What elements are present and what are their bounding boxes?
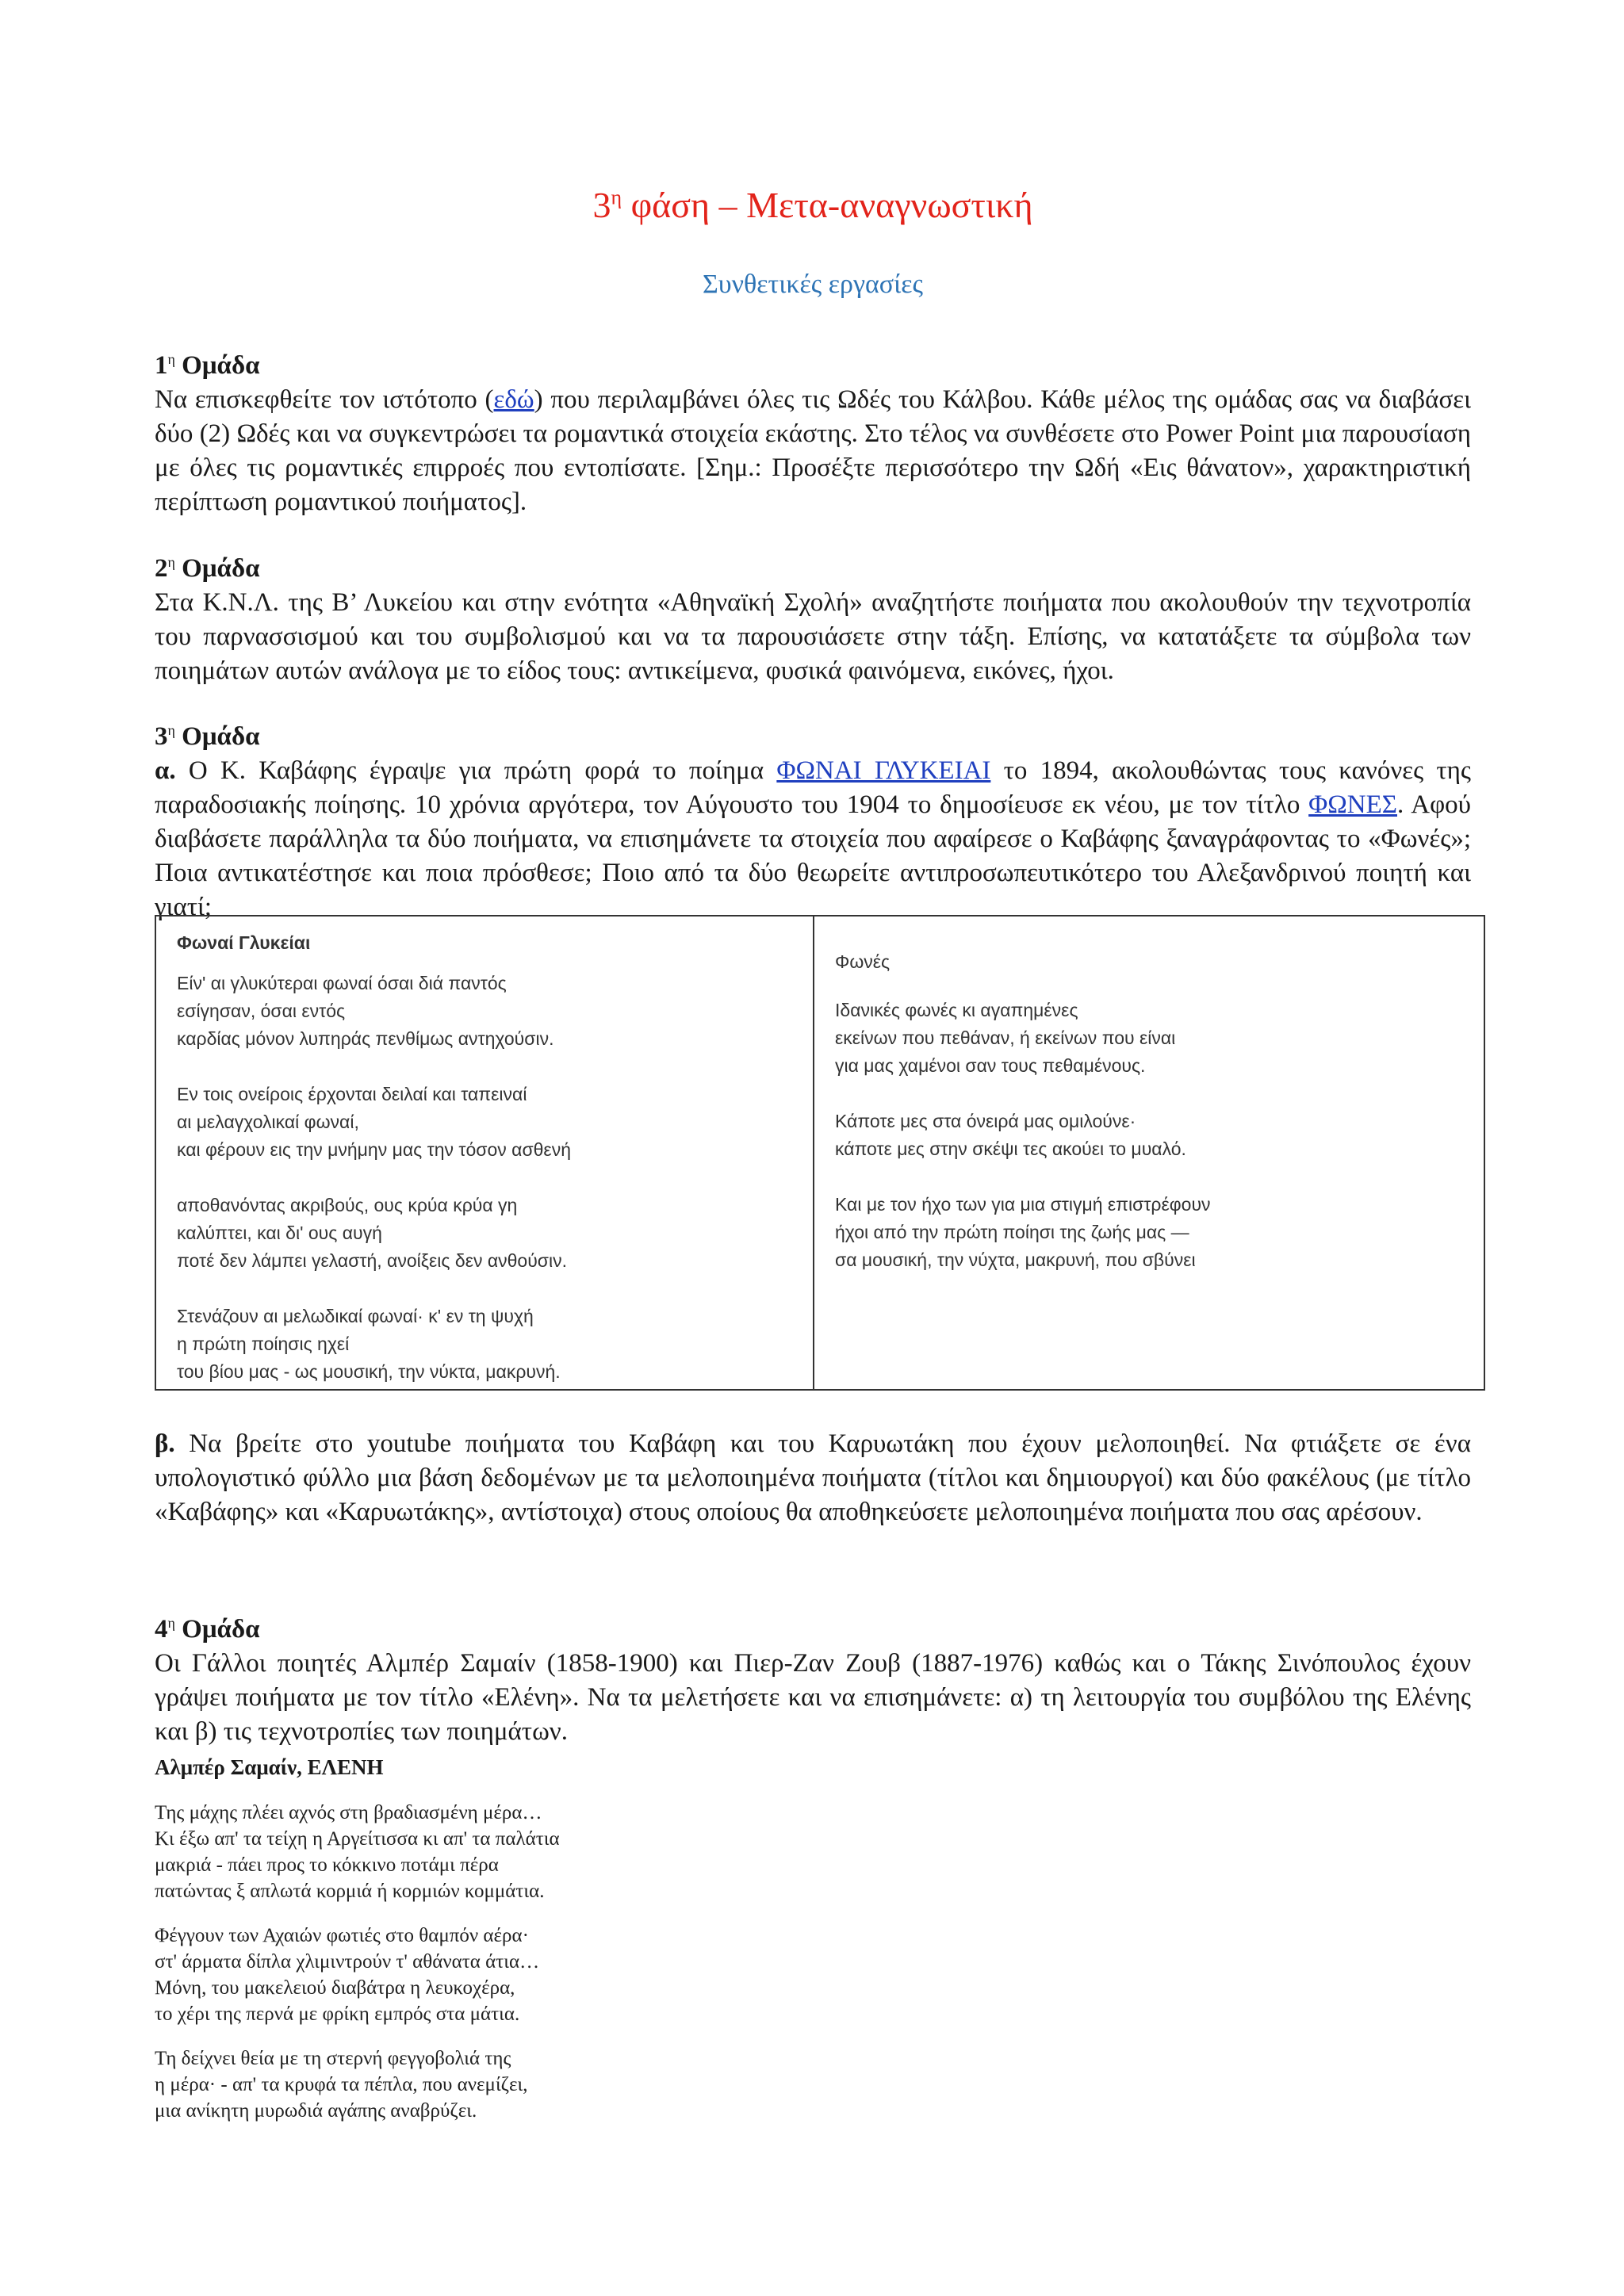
group-4-heading: $4^\eta$ Ομάδα <box>155 1615 260 1644</box>
group-3-alpha-text: α. Ο Κ. Καβάφης έγραψε για πρώτη φορά το ποίημα ΦΩΝΑΙ ΓΛΥΚΕΙΑΙ το 1894, ακολουθώντας τους κανόνες της παραδοσιακής ποίησης. 10 χρόνια αργότερα, τον Αύγουστο του 1904 το δημοσίευσε εκ νέου, με τον τίτλο ΦΩΝΕΣ. Αφού διαβάσετε παράλληλα τα δύο ποιήματα, να επισημάνετε τα στοιχεία που αφαίρεσε ο Καβάφης ξαναγράφοντας το «Φωνές»; Ποια αντικατέστησε και ποια πρόσθεσε; Ποιο από τα δύο θεωρείτε αντιπροσωπευτικότερο του Αλεξανδρινού ποιητή και γιατί; <box>155 756 1471 921</box>
poem-line: εκείνων που πεθάναν, ή εκείνων που είναι <box>835 1027 1176 1048</box>
poem-line: Είν' αι γλυκύτεραι φωναί όσαι διά παντός <box>177 973 507 993</box>
fones-link[interactable]: ΦΩΝΕΣ <box>1308 790 1397 819</box>
poem-left-cell <box>156 916 814 1389</box>
poem-right-stanza <box>835 1108 1463 1163</box>
group-1-text: Να επισκεφθείτε τον ιστότοπο (εδώ) που περιλαμβάνει όλες τις Ωδές του Κάλβου. Κάθε μέλος της ομάδας σας να διαβάσει δύο (2) Ωδές και να συγκεντρώσει τα ρομαντικά στοιχεία εκάστης. Στο τέλος να συνθέσετε στο Power Point μια παρουσίαση με όλες τις ρομαντικές επιρροές που εντοπίσατε. [Σημ.: Προσέξτε περισσότερο την Ωδή «Εις θάνατον», χαρακτηριστική περίπτωση ρομαντικού ποιήματος]. <box>155 385 1471 516</box>
poem-right-cell <box>814 916 1484 1389</box>
poem-line: και φέρουν εις την μνήμην μας την τόσον ασθενή <box>177 1139 571 1160</box>
poem-line: αποθανόντας ακριβούς, ους κρύα κρύα γη <box>177 1195 518 1215</box>
poem-line: πατώντας ξ απλωτά κορμιά ή κορμιών κομμάτια. <box>155 1881 545 1902</box>
poem-line: μια ανίκητη μυρωδιά αγάπης αναβρύζει. <box>155 2100 477 2122</box>
samain-stanza <box>155 2045 560 2124</box>
poem-line: εσίγησαν, όσαι εντός <box>177 1001 346 1021</box>
poem-line: η πρώτη ποίησις ηχεί <box>177 1334 350 1354</box>
group-2-text: Στα Κ.Ν.Λ. της Β’ Λυκείου και στην ενότητα «Αθηναϊκή Σχολή» αναζητήστε ποιήματα που ακολουθούν την τεχνοτροπία του παρνασσισμού και του συμβολισμού και να τα παρουσιάσετε στην τάξη. Επίσης, να κατατάξετε τα σύμβολα των ποιημάτων αυτών ανάλογα με το είδος τους: αντικείμενα, φυσικά φαινόμενα, εικόνες, ήχοι. <box>155 588 1471 685</box>
group-2-section <box>155 545 1471 688</box>
page-subtitle: Συνθετικές εργασίες <box>702 270 924 299</box>
group-3-heading: $3^\eta$ Ομάδα <box>155 722 260 751</box>
poem-line: του βίου μας - ως μουσική, την νύκτα, μακρυνή. <box>177 1361 561 1382</box>
poem-line: μακριά - πάει προς το κόκκινο ποτάμι πέρα <box>155 1854 499 1876</box>
poem-left-stanza <box>177 970 792 1053</box>
poem-right-stanza <box>835 1191 1463 1274</box>
samain-stanza <box>155 1800 560 1904</box>
poem-line: Στενάζουν αι μελωδικαί φωναί· κ' εν τη ψυχή <box>177 1306 534 1326</box>
samain-poem <box>155 1800 560 2142</box>
poem-line: Μόνη, του μακελειού διαβάτρα η λευκοχέρα, <box>155 1977 515 1999</box>
poem-line: Και με τον ήχο των για μια στιγμή επιστρέφουν <box>835 1194 1211 1215</box>
poem-line: για μας χαμένοι σαν τους πεθαμένους. <box>835 1055 1146 1076</box>
poem-line: η μέρα· - απ' τα κρυφά τα πέπλα, που ανεμίζει, <box>155 2074 528 2095</box>
group-3-beta-section <box>155 1427 1471 1529</box>
poem-line: καρδίας μόνον λυπηράς πενθίμως αντηχούσιν. <box>177 1028 554 1049</box>
poem-line: ήχοι από την πρώτη ποίησι της ζωής μας — <box>835 1222 1189 1242</box>
poem-left-stanza <box>177 1303 792 1386</box>
poem-right-title: Φωνές <box>835 951 891 972</box>
group-4-section <box>155 1606 1471 1749</box>
poem-line: Ιδανικές φωνές κι αγαπημένες <box>835 1000 1078 1020</box>
poem-left-title: Φωναί Γλυκείαι <box>177 932 311 953</box>
poem-line: σα μουσική, την νύχτα, μακρυνή, που σβύνει <box>835 1249 1196 1270</box>
poem-line: Κι έξω απ' τα τείχη η Αργείτισσα κι απ' τα παλάτια <box>155 1828 560 1850</box>
poem-line: Φέγγουν των Αχαιών φωτιές στο θαμπόν αέρα· <box>155 1925 529 1946</box>
poem-right-stanza <box>835 997 1463 1080</box>
page-title: $3^\eta$ φάση – Μετα-αναγνωστική <box>592 185 1033 225</box>
poem-line: αι μελαγχολικαί φωναί, <box>177 1112 359 1132</box>
samain-poem-title: Αλμπέρ Σαμαίν, ΕΛΕΝΗ <box>155 1755 384 1779</box>
poem-line: Κάποτε μες στα όνειρά μας ομιλούνε· <box>835 1111 1136 1131</box>
group-3-section <box>155 714 1471 924</box>
poem-line: καλύπτει, και δι' ους αυγή <box>177 1223 382 1243</box>
foni-glykeiai-link[interactable]: ΦΩΝΑΙ ΓΛΥΚΕΙΑΙ <box>776 756 991 785</box>
poem-line: Τη δείχνει θεία με τη στερνή φεγγοβολιά της <box>155 2048 511 2069</box>
group-1-heading: $1^\eta$ Ομάδα <box>155 351 260 380</box>
group-4-text: Οι Γάλλοι ποιητές Αλμπέρ Σαμαίν (1858-1900) και Πιερ-Ζαν Ζουβ (1887-1976) καθώς και ο Τάκης Σινόπουλος έχουν γράψει ποιήματα με τον τίτλο «Ελένη». Να τα μελετήσετε και να επισημάνετε: α) τη λειτουργία του συμβόλου της Ελένης και β) τις τεχνοτροπίες των ποιημάτων. <box>155 1649 1471 1746</box>
poem-line: το χέρι της περνά με φρίκη εμπρός στα μάτια. <box>155 2003 520 2025</box>
poem-comparison-table <box>155 915 1485 1391</box>
poem-line: Της μάχης πλέει αχνός στη βραδιασμένη μέρα… <box>155 1802 542 1823</box>
group-1-link[interactable]: εδώ <box>493 385 534 414</box>
poem-left-stanza <box>177 1192 792 1275</box>
group-2-heading: $2^\eta$ Ομάδα <box>155 554 260 583</box>
poem-line: ποτέ δεν λάμπει γελαστή, ανοίξεις δεν ανθούσιν. <box>177 1250 567 1271</box>
group-3-beta-text: β. Να βρείτε στο youtube ποιήματα του Καβάφη και του Καρυωτάκη που έχουν μελοποιηθεί. Να φτιάξετε σε ένα υπολογιστικό φύλλο μια βάση δεδομένων με τα μελοποιημένα ποιήματα (τίτλοι και δημιουργοί) και δύο φακέλους (με τίτλο «Καβάφης» και «Καρυωτάκης», αντίστοιχα) στους οποίους θα αποθηκεύσετε μελοποιημένα ποιήματα που σας αρέσουν. <box>155 1429 1471 1526</box>
poem-left-stanza <box>177 1081 792 1164</box>
samain-stanza <box>155 1923 560 2027</box>
group-1-section <box>155 342 1471 519</box>
poem-line: στ' άρματα δίπλα χλιμιντρούν τ' αθάνατα άτια… <box>155 1951 540 1973</box>
poem-line: Εν τοις ονείροις έρχονται δειλαί και ταπειναί <box>177 1084 527 1104</box>
poem-line: κάποτε μες στην σκέψι τες ακούει το μυαλό. <box>835 1138 1186 1159</box>
